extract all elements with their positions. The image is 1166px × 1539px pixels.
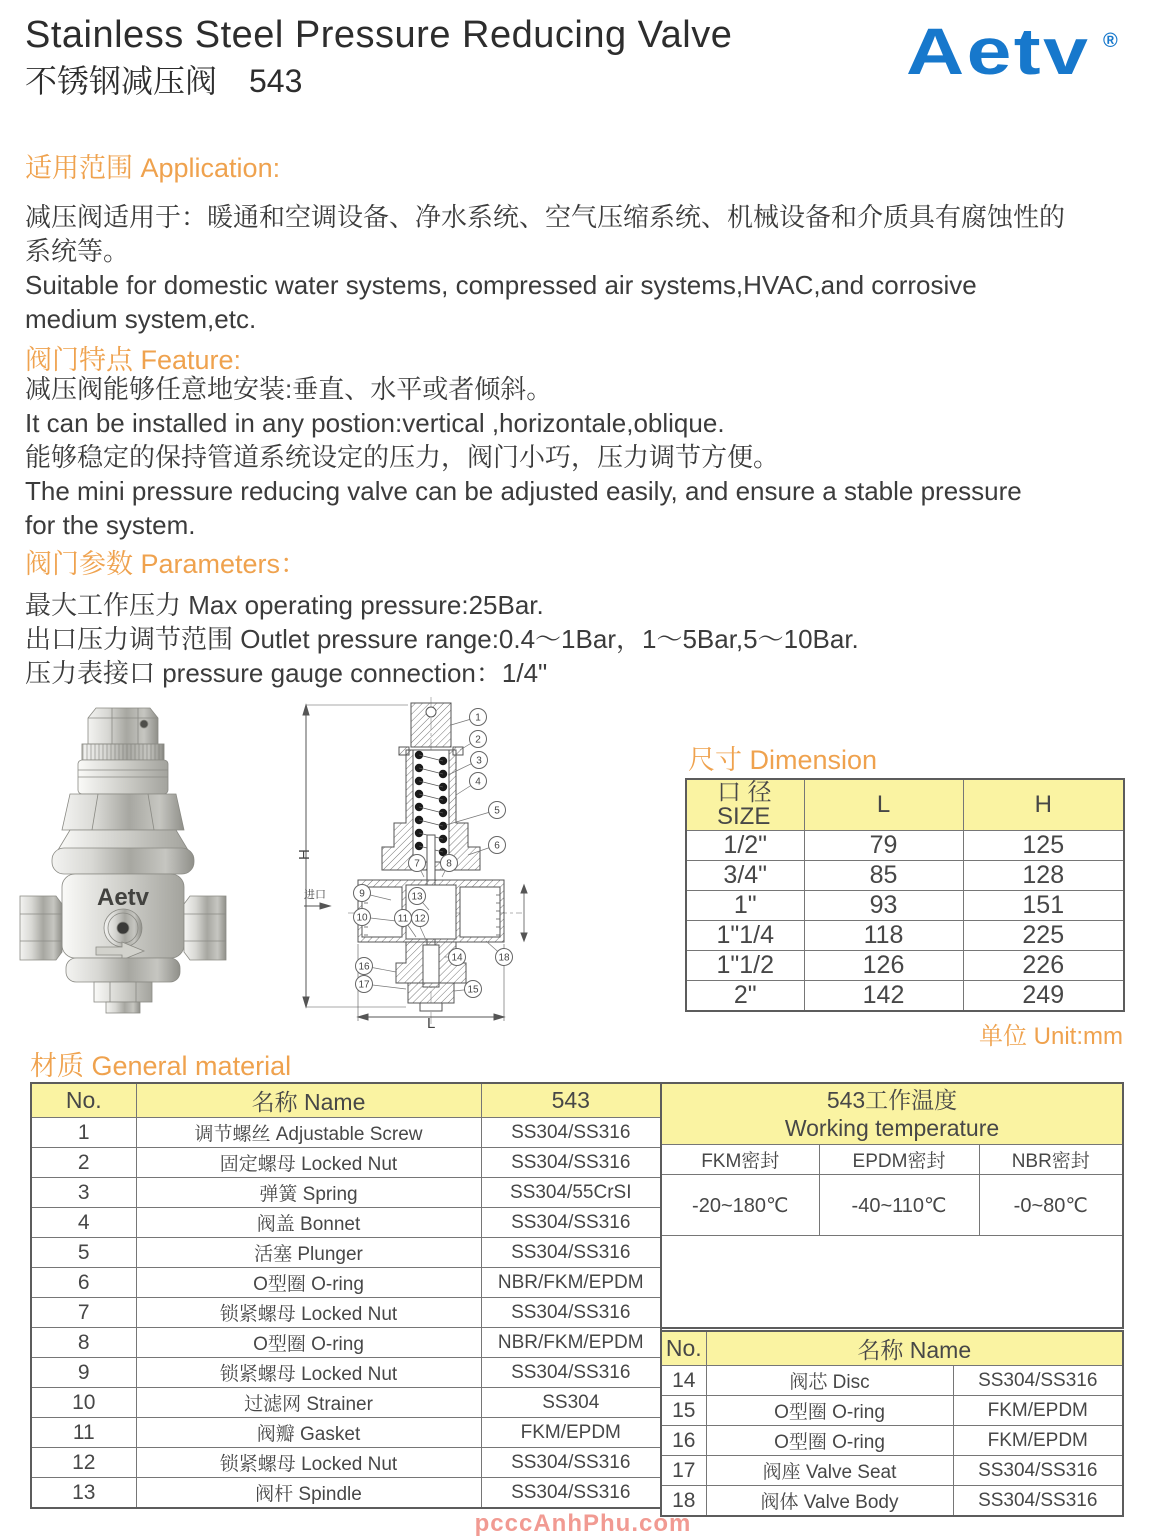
l-cell: 142 xyxy=(804,981,963,1012)
application-line: 系统等。 xyxy=(25,236,130,266)
parameters-heading: 阀门参数 Parameters： xyxy=(25,549,308,579)
h-cell: 225 xyxy=(963,921,1124,951)
application-line: medium system,etc. xyxy=(25,304,257,334)
size-cell: 3/4" xyxy=(686,861,804,891)
working-temp-title: 543工作温度 Working temperature xyxy=(661,1083,1123,1145)
photo-brand-mark: Aetv xyxy=(96,884,150,911)
application-line: 减压阀适用于：暖通和空调设备、净水系统、空气压缩系统、机械设备和介质具有腐蚀性的 xyxy=(25,202,1066,232)
inlet-label: 进口 xyxy=(304,889,326,901)
size-cell: 1/2" xyxy=(686,831,804,861)
callout-number: 1 xyxy=(475,712,481,724)
seal-type-row xyxy=(661,1145,1123,1175)
h-cell: 249 xyxy=(963,981,1124,1012)
seal-type: NBR密封 xyxy=(979,1145,1123,1175)
callout-number: 11 xyxy=(397,913,409,925)
feature-line: 能够稳定的保持管道系统设定的压力，阀门小巧，压力调节方便。 xyxy=(25,442,780,472)
callout-number: 3 xyxy=(476,755,482,767)
col-header-model: 543 xyxy=(481,1083,661,1118)
callout-number: 5 xyxy=(494,805,500,817)
working-temperature-table xyxy=(660,1082,1124,1329)
application-line: Suitable for domestic water systems, compressed air systems,HVAC,and corrosive xyxy=(25,270,977,300)
size-cell: 1"1/4 xyxy=(686,921,804,951)
col-header-h: H xyxy=(963,779,1124,831)
cap-hole xyxy=(140,720,148,728)
registered-trademark-mark: ® xyxy=(1103,30,1118,52)
l-cell: 118 xyxy=(804,921,963,951)
table-row: 10 过滤网 Strainer SS304 xyxy=(31,1388,661,1418)
temp-range: -20~180℃ xyxy=(661,1175,819,1236)
table-row: 15 O型圈 O-ring FKM/EPDM xyxy=(661,1396,1123,1426)
parameters-body xyxy=(25,588,859,690)
callout-number: 4 xyxy=(475,776,481,788)
dimension-h-label: H xyxy=(296,849,313,860)
valve-photo-shapes xyxy=(20,708,226,1013)
l-cell: 85 xyxy=(804,861,963,891)
table-row: 13 阀杆 Spindle SS304/SS316 xyxy=(31,1478,661,1509)
material-header-row xyxy=(31,1083,661,1118)
feature-line: The mini pressure reducing valve can be adjusted easily, and ensure a stable pressure xyxy=(25,476,1022,506)
feature-line: 减压阀能够任意地安装:垂直、水平或者倾斜。 xyxy=(25,374,553,404)
callout-number: 12 xyxy=(414,913,426,925)
callout-number: 6 xyxy=(494,840,500,852)
size-cell: 2" xyxy=(686,981,804,1012)
col-header-no: No. xyxy=(661,1331,706,1366)
material-right-header-row xyxy=(661,1331,1123,1366)
table-row: 12 锁紧螺母 Locked Nut SS304/SS316 xyxy=(31,1448,661,1478)
page-subtitle: 不锈钢减压阀 543 xyxy=(25,63,303,99)
table-row: 1 调节螺丝 Adjustable Screw SS304/SS316 xyxy=(31,1118,661,1148)
parameter-line: 出口压力调节范围 Outlet pressure range:0.4～1Bar，1～5Bar,5～10Bar. xyxy=(25,624,859,654)
callout-number: 14 xyxy=(451,952,463,964)
seal-type: FKM密封 xyxy=(661,1145,819,1175)
table-row: 17 阀座 Valve Seat SS304/SS316 xyxy=(661,1456,1123,1486)
table-row xyxy=(686,891,1124,921)
h-cell: 128 xyxy=(963,861,1124,891)
temp-range: -0~80℃ xyxy=(979,1175,1123,1236)
feature-body xyxy=(25,372,1022,542)
table-row xyxy=(686,861,1124,891)
h-cell: 226 xyxy=(963,951,1124,981)
callout-number: 13 xyxy=(411,891,423,903)
dimension-heading: 尺寸 Dimension xyxy=(688,745,878,775)
page-title: Stainless Steel Pressure Reducing Valve xyxy=(25,14,733,56)
table-row: 11 阀瓣 Gasket FKM/EPDM xyxy=(31,1418,661,1448)
table-row: 7 锁紧螺母 Locked Nut SS304/SS316 xyxy=(31,1298,661,1328)
l-cell: 126 xyxy=(804,951,963,981)
l-cell: 79 xyxy=(804,831,963,861)
table-row xyxy=(686,831,1124,861)
h-cell: 125 xyxy=(963,831,1124,861)
table-row xyxy=(686,951,1124,981)
table-row: 18 阀体 Valve Body SS304/SS316 xyxy=(661,1486,1123,1517)
working-temp-header-row xyxy=(661,1083,1123,1145)
empty-cell xyxy=(661,1236,1123,1329)
table-row: 6 O型圈 O-ring NBR/FKM/EPDM xyxy=(31,1268,661,1298)
table-row: 5 活塞 Plunger SS304/SS316 xyxy=(31,1238,661,1268)
table-row xyxy=(686,981,1124,1012)
callout-number: 16 xyxy=(358,961,370,973)
col-header-l: L xyxy=(804,779,963,831)
col-header-size: 口 径 SIZE xyxy=(686,779,804,831)
temp-range-row xyxy=(661,1175,1123,1236)
dimension-l-label: L xyxy=(427,1015,436,1030)
table-row: 2 固定螺母 Locked Nut SS304/SS316 xyxy=(31,1148,661,1178)
table-row: 9 锁紧螺母 Locked Nut SS304/SS316 xyxy=(31,1358,661,1388)
parameter-line: 最大工作压力 Max operating pressure:25Bar. xyxy=(25,590,544,620)
l-cell: 93 xyxy=(804,891,963,921)
h-cell: 151 xyxy=(963,891,1124,921)
technical-drawing xyxy=(296,695,546,1030)
callout-number: 17 xyxy=(358,979,370,991)
application-heading: 适用范围 Application: xyxy=(25,153,281,183)
col-header-no: No. xyxy=(31,1083,136,1118)
size-cell: 1" xyxy=(686,891,804,921)
material-heading: 材质 General material xyxy=(30,1051,292,1081)
callout-number: 9 xyxy=(359,888,365,900)
feature-line: It can be installed in any postion:vertical ,horizontale,oblique. xyxy=(25,408,725,438)
callout-number: 7 xyxy=(414,858,420,870)
table-row: 16 O型圈 O-ring FKM/EPDM xyxy=(661,1426,1123,1456)
size-cell: 1"1/2 xyxy=(686,951,804,981)
callout-number: 8 xyxy=(446,858,452,870)
material-table-left xyxy=(30,1082,662,1509)
empty-row xyxy=(661,1236,1123,1329)
application-body xyxy=(25,200,1065,336)
watermark: pcccAnhPhu.com xyxy=(474,1510,692,1537)
callout-number: 2 xyxy=(475,734,481,746)
table-row: 4 阀盖 Bonnet SS304/SS316 xyxy=(31,1208,661,1238)
feature-line: for the system. xyxy=(25,510,196,540)
temp-range: -40~110℃ xyxy=(819,1175,979,1236)
dimension-header-row xyxy=(686,779,1124,831)
col-header-name: 名称 Name xyxy=(706,1331,1123,1366)
dimension-table xyxy=(685,778,1125,1012)
table-row xyxy=(686,921,1124,951)
unit-note: 单位 Unit:mm xyxy=(979,1023,1123,1050)
col-header-name: 名称 Name xyxy=(136,1083,481,1118)
brand-logo-text: Aetv xyxy=(906,14,1091,88)
feature-heading: 阀门特点 Feature: xyxy=(25,345,242,375)
table-row: 8 O型圈 O-ring NBR/FKM/EPDM xyxy=(31,1328,661,1358)
callout-number: 15 xyxy=(467,984,479,996)
seal-type: EPDM密封 xyxy=(819,1145,979,1175)
table-row: 14 阀芯 Disc SS304/SS316 xyxy=(661,1366,1123,1396)
material-table-right xyxy=(660,1330,1124,1517)
callout-number: 10 xyxy=(356,912,368,924)
table-row: 3 弹簧 Spring SS304/55CrSI xyxy=(31,1178,661,1208)
parameter-line: 压力表接口 pressure gauge connection：1/4" xyxy=(25,658,548,688)
callout-number: 18 xyxy=(498,952,510,964)
product-photo xyxy=(18,700,228,1015)
brand-logo xyxy=(906,14,1091,88)
